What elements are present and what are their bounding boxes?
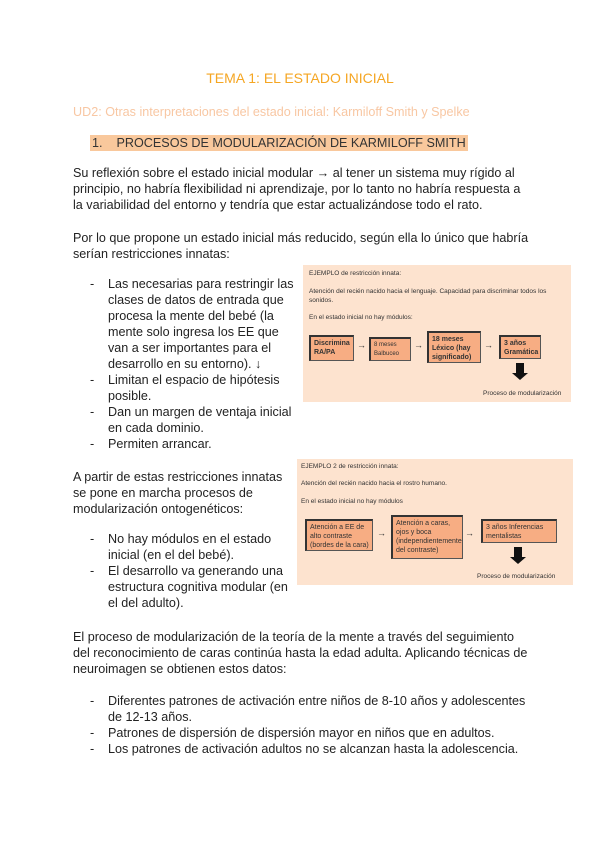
stage-box: Discrimina RA/PA [309, 335, 354, 361]
paragraph-3: A partir de estas restricciones innatas se pone en marcha procesos de modularización ontogenéticos: [73, 470, 283, 516]
arrow-right-icon: → [357, 340, 366, 350]
list-item: - Los patrones de activación adultos no se alcanzan hasta la adolescencia. [90, 741, 540, 757]
stage-box: Atención a EE de alto contraste (bordes de la cara) [305, 519, 373, 551]
section-number: 1. [92, 136, 103, 150]
paragraph-4: El proceso de modularización de la teoría de la mente a través del seguimiento del reconocimiento de caras continúa hasta la edad adulta. Aplicando técnicas de neuroimagen se obtienen estos datos: [73, 630, 528, 676]
list-item: - El desarrollo va generando una estructura cognitiva modular (en el del adulto). [90, 563, 296, 611]
figure-text: Atención del recién nacido hacia el rostro humano. [301, 480, 447, 487]
arrow-right-icon: → [484, 340, 493, 350]
list-item: - Limitan el espacio de hipótesis posible. [90, 372, 302, 404]
list-item: - Patrones de dispersión de dispersión mayor en niños que en adultos. [90, 725, 540, 741]
stage-box: 3 años Inferencias mentalistas [481, 519, 557, 543]
list-item: - Dan un margen de ventaja inicial en cada dominio. [90, 404, 302, 436]
page-title: TEMA 1: EL ESTADO INICIAL [206, 70, 394, 86]
stage-box: 18 meses Léxico (hay significado) [427, 331, 481, 363]
arrow-right-icon: → [377, 528, 386, 538]
figure-text: En el estado inicial no hay módulos [301, 498, 403, 505]
list-item: - Las necesarias para restringir las clases de datos de entrada que procesa la mente del bebé (la mente solo ingresa los EE que van a ser importantes para el desarrollo en su entorno). ↓ [90, 276, 302, 372]
unit-subtitle: UD2: Otras interpretaciones del estado inicial: Karmiloff Smith y Spelke [73, 105, 470, 119]
neuroimaging-list [90, 693, 540, 757]
section-heading [90, 135, 468, 151]
paragraph-2: Por lo que propone un estado inicial más reducido, según ella lo único que habría serían restricciones innatas: [73, 231, 529, 261]
section-label: PROCESOS DE MODULARIZACIÓN DE KARMILOFF SMITH [116, 136, 466, 150]
figure-example-1 [303, 265, 571, 402]
arrow-right-icon: → [465, 528, 474, 538]
modularization-list [90, 531, 296, 611]
paragraph-1: Su reflexión sobre el estado inicial modular → al tener un sistema muy rígido al principio, no habría flexibilidad ni aprendizaje, por lo tanto no habría respuesta a la variabilidad del entorno y tendría que estar actualizándose todo el rato. [73, 166, 521, 212]
restrictions-list [90, 276, 302, 452]
arrow-down-icon [514, 547, 522, 557]
list-item: - Permiten arrancar. [90, 436, 302, 452]
figure-text: Atención del recién nacido hacia el lenguaje. Capacidad para discriminar todos los sonidos. [309, 288, 547, 304]
figure-example-2 [297, 459, 573, 585]
arrow-right-icon: → [414, 340, 423, 350]
figure-text: En el estado inicial no hay módulos: [309, 314, 413, 321]
stage-box: 3 años Gramática [499, 335, 541, 359]
list-item: - Diferentes patrones de activación entre niños de 8-10 años y adolescentes de 12-13 años. [90, 693, 540, 725]
figure-heading: EJEMPLO de restricción innata: [309, 270, 402, 277]
figure-heading: EJEMPLO 2 de restricción innata: [301, 463, 399, 470]
arrow-down-icon [516, 363, 524, 373]
figure-footer: Proceso de modularización [477, 573, 556, 580]
stage-box: Atención a caras, ojos y boca (independientemente del contraste) [391, 515, 463, 559]
list-item: - No hay módulos en el estado inicial (en el del bebé). [90, 531, 296, 563]
stage-box: 8 meses Balbuceo [369, 337, 411, 361]
figure-footer: Proceso de modularización [483, 390, 562, 397]
